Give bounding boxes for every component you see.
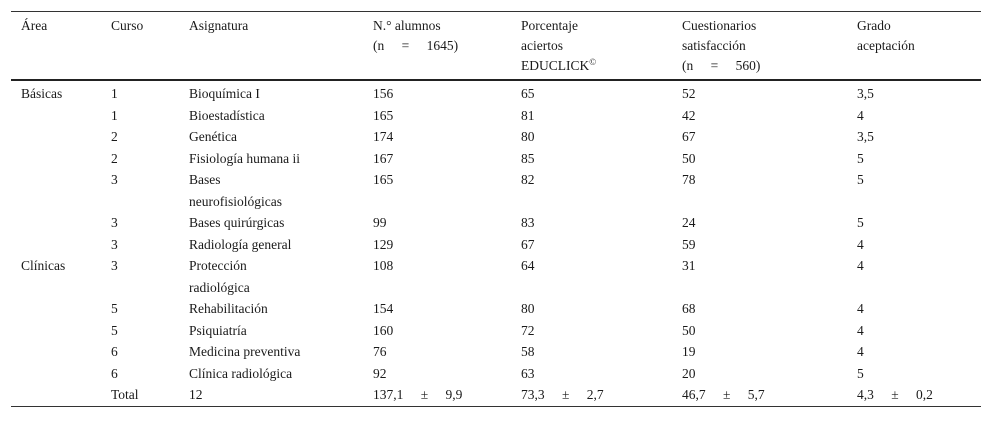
cell-alumnos: 92 xyxy=(373,365,387,381)
table-header xyxy=(11,12,981,81)
cell-alumnos: 160 xyxy=(373,322,394,338)
table-row xyxy=(11,80,981,105)
cell-area xyxy=(11,298,101,320)
cell-curso: 5 xyxy=(111,322,118,338)
cell-cuestionarios: 59 xyxy=(682,236,696,252)
cell-aciertos: 58 xyxy=(521,344,535,359)
cell-alumnos: 165 xyxy=(373,172,394,187)
table-row xyxy=(11,384,981,406)
cell-cuestionarios: 50 xyxy=(682,322,696,338)
cell-curso: 3 xyxy=(111,172,118,187)
cell-cuestionarios: 20 xyxy=(682,365,696,381)
header-area: Área xyxy=(21,18,48,33)
cell-cuestionarios: 67 xyxy=(682,129,696,144)
cell-asignatura: Medicina preventiva xyxy=(189,344,301,359)
cell-curso: Total xyxy=(111,387,139,402)
cell-asignatura: Radiología general xyxy=(189,236,292,252)
cell-grado: 4 xyxy=(857,344,864,359)
header-grado: Grado aceptación xyxy=(857,18,915,53)
header-alumnos: N.° alumnos (n = 1645) xyxy=(373,18,459,53)
cell-grado: 3,5 xyxy=(857,86,874,101)
cell-asignatura: Psiquiatría xyxy=(189,322,247,338)
cell-cuestionarios: 50 xyxy=(682,150,696,166)
cell-asignatura: Bases neurofisiológicas xyxy=(189,172,282,209)
header-asignatura: Asignatura xyxy=(189,18,249,33)
cell-curso: 2 xyxy=(111,150,118,166)
header-aciertos: Porcentaje aciertos EDUCLICK© xyxy=(521,18,597,73)
cell-grado: 4 xyxy=(857,107,864,123)
cell-cuestionarios: 24 xyxy=(682,215,696,230)
table-row xyxy=(11,169,981,212)
cell-grado: 5 xyxy=(857,365,864,381)
table-row xyxy=(11,341,981,363)
cell-curso: 1 xyxy=(111,107,118,123)
cell-asignatura: Clínica radiológica xyxy=(189,365,293,381)
table-row xyxy=(11,126,981,148)
cell-grado: 4 xyxy=(857,301,864,316)
cell-asignatura: Bioestadística xyxy=(189,107,265,123)
cell-alumnos: 156 xyxy=(373,86,394,101)
cell-cuestionarios: 68 xyxy=(682,301,696,316)
table-row xyxy=(11,105,981,127)
cell-area: Clínicas xyxy=(21,258,66,273)
cell-cuestionarios: 52 xyxy=(682,86,696,101)
cell-curso: 6 xyxy=(111,365,118,381)
header-cuestionarios: Cuestionarios satisfacción (n = 560) xyxy=(682,18,761,73)
cell-aciertos: 65 xyxy=(521,86,535,101)
cell-grado: 5 xyxy=(857,150,864,166)
cell-asignatura: Rehabilitación xyxy=(189,301,268,316)
cell-area xyxy=(11,234,101,256)
cell-area xyxy=(11,320,101,342)
cell-cuestionarios: 42 xyxy=(682,107,696,123)
cell-asignatura: Bioquímica I xyxy=(189,86,260,101)
cell-aciertos: 72 xyxy=(521,322,535,338)
cell-curso: 3 xyxy=(111,236,118,252)
results-table xyxy=(11,11,981,407)
cell-grado: 3,5 xyxy=(857,129,874,144)
cell-asignatura: Protección radiológica xyxy=(189,258,250,295)
cell-alumnos: 154 xyxy=(373,301,394,316)
cell-alumnos: 76 xyxy=(373,344,387,359)
cell-aciertos: 81 xyxy=(521,107,535,123)
table-row xyxy=(11,148,981,170)
cell-area: Básicas xyxy=(21,86,63,101)
cell-area xyxy=(11,363,101,385)
cell-alumnos: 167 xyxy=(373,150,394,166)
cell-alumnos: 99 xyxy=(373,215,387,230)
cell-cuestionarios: 31 xyxy=(682,258,696,273)
cell-alumnos: 108 xyxy=(373,258,394,273)
cell-curso: 3 xyxy=(111,258,118,273)
table-row xyxy=(11,320,981,342)
cell-cuestionarios: 78 xyxy=(682,172,696,187)
table-container xyxy=(11,11,981,407)
cell-curso: 6 xyxy=(111,344,118,359)
copyright-mark: © xyxy=(589,57,597,67)
cell-area xyxy=(11,169,101,212)
cell-aciertos: 85 xyxy=(521,150,535,166)
cell-cuestionarios: 19 xyxy=(682,344,696,359)
cell-asignatura: Genética xyxy=(189,129,237,144)
cell-curso: 5 xyxy=(111,301,118,316)
table-body xyxy=(11,80,981,406)
cell-area xyxy=(11,384,101,406)
table-row xyxy=(11,363,981,385)
cell-aciertos: 63 xyxy=(521,365,535,381)
cell-curso: 3 xyxy=(111,215,118,230)
cell-aciertos: 82 xyxy=(521,172,535,187)
cell-curso: 2 xyxy=(111,129,118,144)
cell-asignatura: Bases quirúrgicas xyxy=(189,215,285,230)
cell-area xyxy=(11,212,101,234)
table-row xyxy=(11,298,981,320)
cell-cuestionarios: 46,7 ± 5,7 xyxy=(682,387,765,402)
header-row xyxy=(11,12,981,81)
header-curso: Curso xyxy=(111,18,144,33)
cell-grado: 4 xyxy=(857,258,864,273)
cell-grado: 5 xyxy=(857,215,864,230)
table-row xyxy=(11,255,981,298)
cell-area xyxy=(11,105,101,127)
cell-aciertos: 64 xyxy=(521,258,535,273)
cell-aciertos: 80 xyxy=(521,301,535,316)
cell-area xyxy=(11,148,101,170)
cell-asignatura: 12 xyxy=(189,387,203,402)
cell-grado: 4,3 ± 0,2 xyxy=(857,387,933,402)
cell-aciertos: 83 xyxy=(521,215,535,230)
cell-aciertos: 73,3 ± 2,7 xyxy=(521,387,604,402)
table-row xyxy=(11,212,981,234)
cell-grado: 5 xyxy=(857,172,864,187)
cell-grado: 4 xyxy=(857,322,864,338)
cell-aciertos: 67 xyxy=(521,236,535,252)
cell-area xyxy=(11,341,101,363)
cell-curso: 1 xyxy=(111,86,118,101)
cell-asignatura: Fisiología humana ii xyxy=(189,150,300,166)
cell-alumnos: 129 xyxy=(373,236,394,252)
cell-alumnos: 137,1 ± 9,9 xyxy=(373,387,463,402)
table-row xyxy=(11,234,981,256)
cell-alumnos: 174 xyxy=(373,129,394,144)
cell-aciertos: 80 xyxy=(521,129,535,144)
cell-grado: 4 xyxy=(857,236,864,252)
cell-alumnos: 165 xyxy=(373,107,394,123)
cell-area xyxy=(11,126,101,148)
